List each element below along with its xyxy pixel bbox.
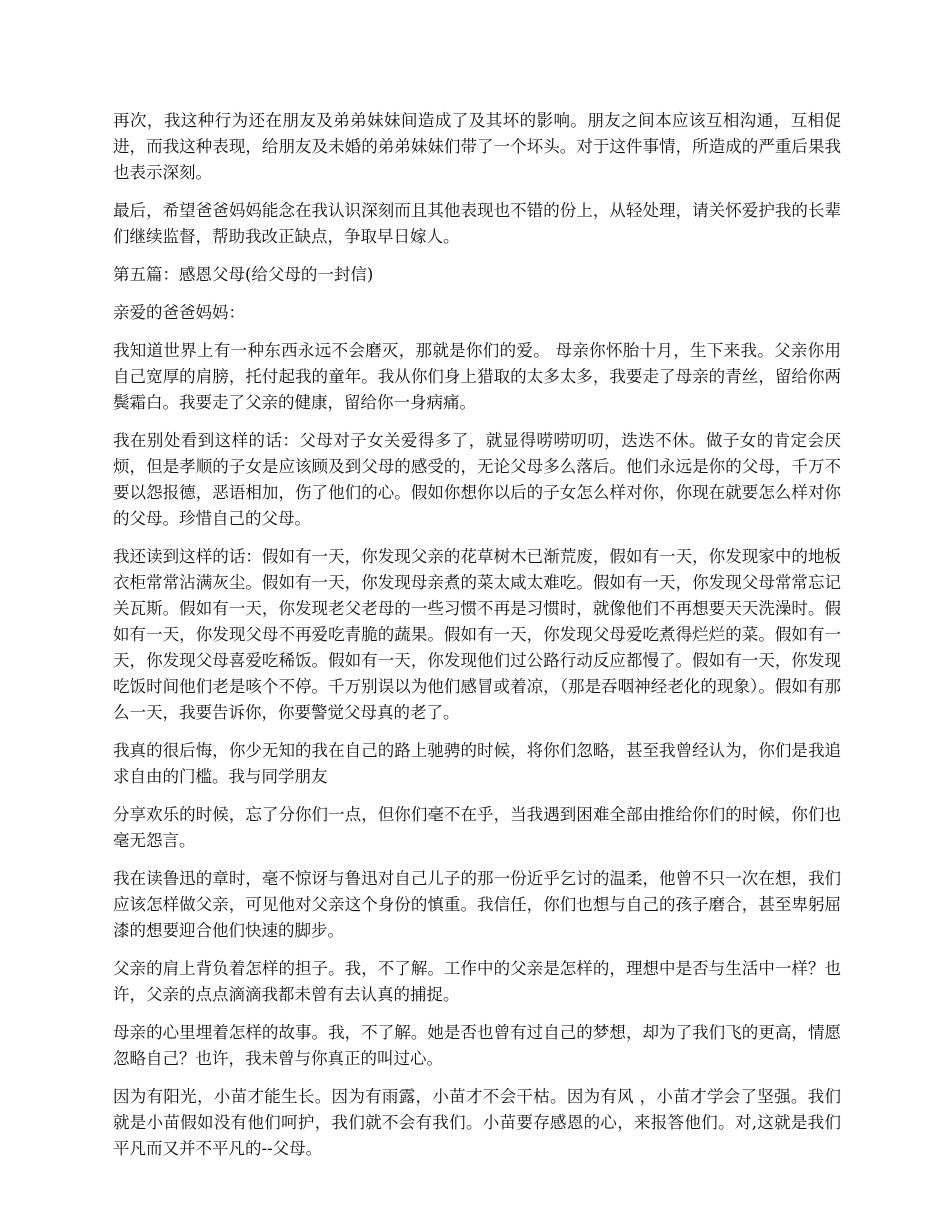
paragraph-sharing-joy: 分享欢乐的时候，忘了分你们一点，但你们毫不在乎，当我遇到困难全部由推给你们的时候，你们也毫无怨言。 — [113, 805, 841, 850]
paragraph-regret: 我真的很后悔，你少无知的我在自己的路上驰骋的时候，将你们忽略，甚至我曾经认为，你们是我追求自由的门槛。我与同学朋友 — [113, 741, 841, 786]
paragraph-filial-piety: 我在别处看到这样的话：父母对子女关爱得多了，就显得唠唠叨叨，迭迭不休。做子女的肯定会厌烦，但是孝顺的子女是应该顾及到父母的感受的，无论父母多么落后。他们永远是你的父母，千万不要以怨报德，恶语相加，伤了他们的心。假如你想你以后的子女怎么样对你，你现在就要怎么样对你的父母。珍惜自己的父母。 — [113, 431, 841, 528]
paragraph-father: 父亲的肩上背负着怎样的担子。我，不了解。工作中的父亲是怎样的，理想中是否与生活中一样？也许，父亲的点点滴滴我都未曾有去认真的捕捉。 — [113, 959, 841, 1004]
paragraph-parents-love: 我知道世界上有一种东西永远不会磨灭，那就是你们的爱。 母亲你怀胎十月，生下来我。父亲你用自己宽厚的肩膀，托付起我的童年。我从你们身上猎取的太多太多，我要走了母亲的青丝，留给你两鬓霜白。我要走了父亲的健康，留给你一身病痛。 — [113, 341, 841, 412]
paragraph-parents-aging: 我还读到这样的话：假如有一天，你发现父亲的花草树木已渐荒废，假如有一天，你发现家中的地板衣柜常常沾满灰尘。假如有一天，你发现母亲煮的菜太咸太难吃。假如有一天，你发现父母常常忘记关瓦斯。假如有一天，你发现老父老母的一些习惯不再是习惯时，就像他们不再想要天天洗澡时。假如有一天，你发现父母不再爱吃青脆的蔬果。假如有一天，你发现父母爱吃煮得烂烂的菜。假如有一天，你发现父母喜爱吃稀饭。假如有一天，你发现他们过公路行动反应都慢了。假如有一天，你发现吃饭时间他们老是咳个不停。千万别误以为他们感冒或着凉，（那是吞咽神经老化的现象）。假如有那么一天，我要告诉你，你要警觉父母真的老了。 — [113, 547, 841, 722]
paragraph-self-criticism-closing: 最后，希望爸爸妈妈能念在我认识深刻而且其他表现也不错的份上，从轻处理，请关怀爱护我的长辈们继续监督，帮助我改正缺点，争取早日嫁人。 — [113, 201, 841, 246]
document-body — [113, 108, 841, 1174]
paragraph-lu-xun: 我在读鲁迅的章时，毫不惊讶与鲁迅对自己儿子的那一份近乎乞讨的温柔，他曾不只一次在想，我们应该怎样做父亲，可见他对父亲这个身份的慎重。我信任，你们也想与自己的孩子磨合，甚至卑躬屈漆的想要迎合他们快速的脚步。 — [113, 869, 841, 940]
paragraph-mother: 母亲的心里埋着怎样的故事。我，不了解。她是否也曾有过自己的梦想，却为了我们飞的更高，情愿忽略自己？也许，我未曾与你真正的叫过心。 — [113, 1023, 841, 1068]
paragraph-gratitude: 因为有阳光，小苗才能生长。因为有雨露，小苗才不会干枯。因为有风 ，小苗才学会了坚强。我们就是小苗假如没有他们呵护，我们就不会有我们。小苗要存感恩的心，来报答他们。对,这就是我们平凡而又并不平凡的--父母。 — [113, 1087, 841, 1158]
section-title: 第五篇：感恩父母(给父母的一封信) — [113, 265, 374, 284]
paragraph-self-criticism-impact: 再次，我这种行为还在朋友及弟弟妹妹间造成了及其坏的影响。朋友之间本应该互相沟通，互相促进，而我这种表现，给朋友及未婚的弟弟妹妹们带了一个坏头。对于这件事情，所造成的严重后果我也表示深刻。 — [113, 111, 841, 182]
letter-salutation: 亲爱的爸爸妈妈： — [113, 303, 245, 322]
